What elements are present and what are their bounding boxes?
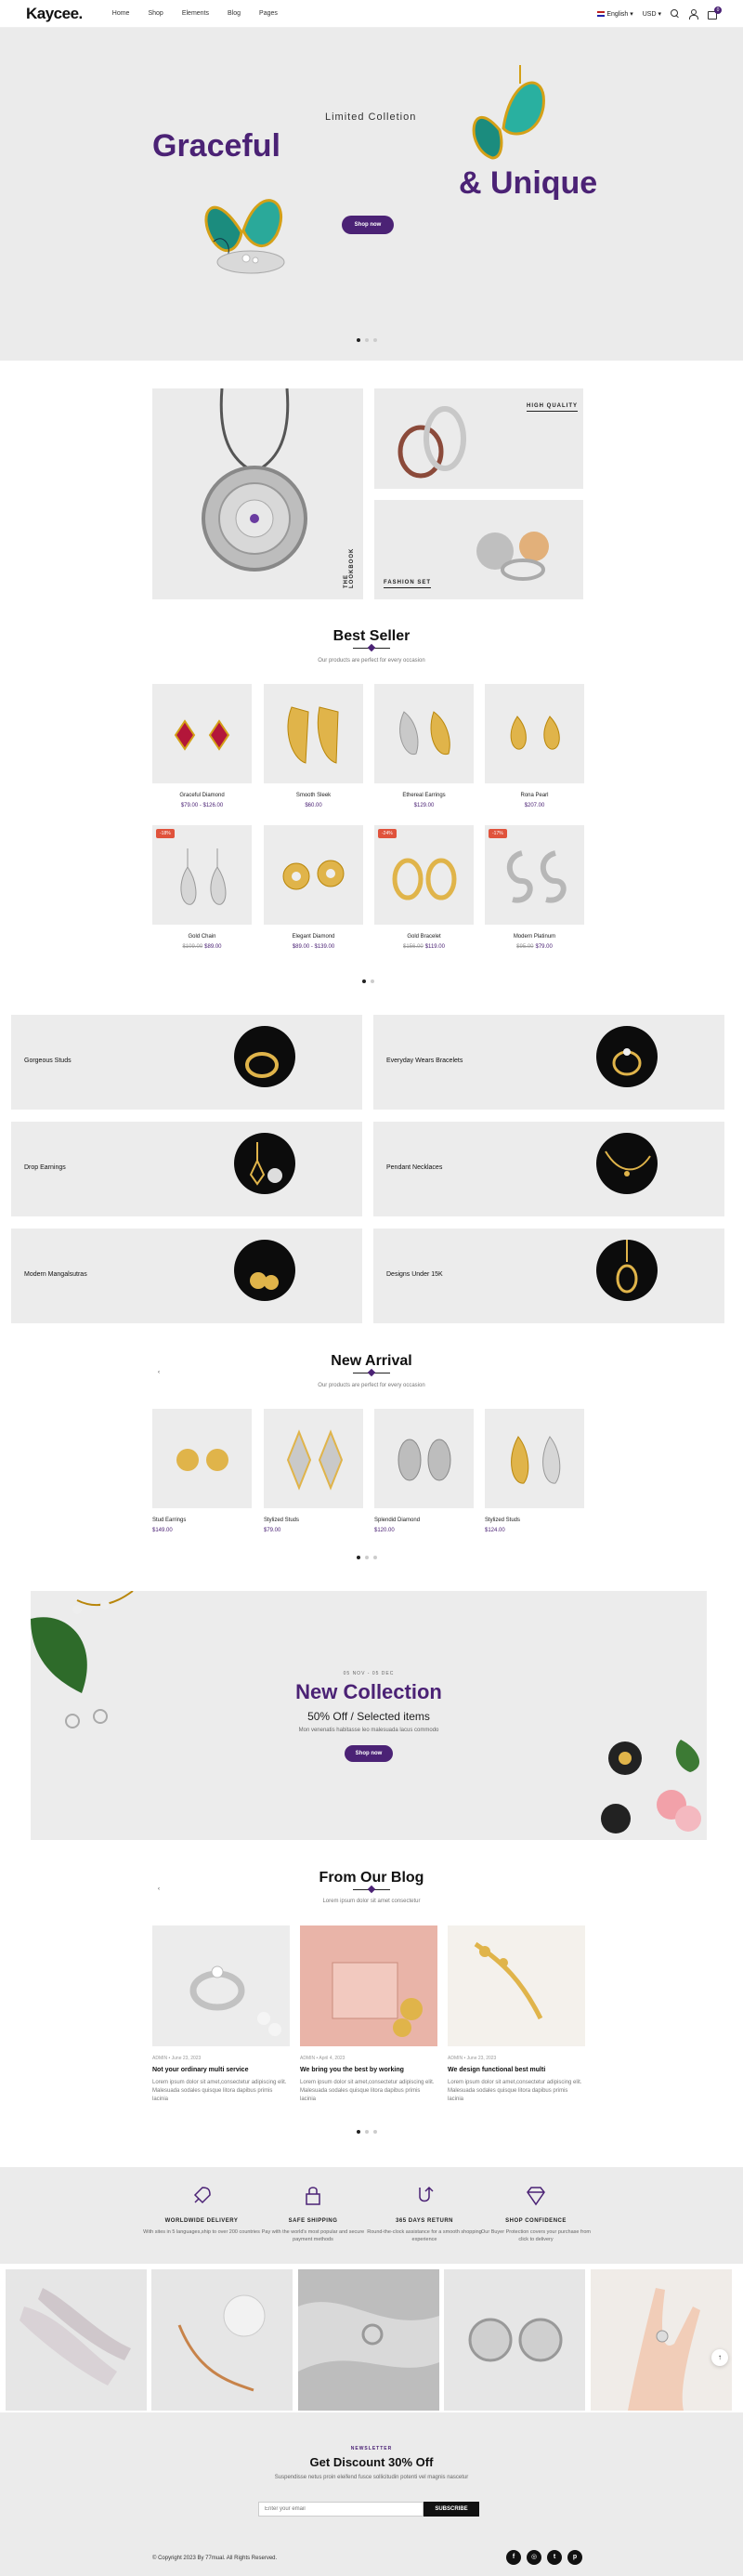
- product-image[interactable]: [152, 825, 252, 925]
- feature-desc: Our Buyer Protection covers your purchase from click to delivery: [481, 2229, 591, 2242]
- product-card[interactable]: [152, 1409, 252, 1533]
- sale-badge: -18%: [156, 829, 175, 838]
- instagram-icon[interactable]: ◎: [527, 2550, 541, 2565]
- blog-post-image[interactable]: [300, 1925, 437, 2046]
- main-nav: [112, 10, 278, 17]
- ruby-earrings-image: [152, 684, 252, 783]
- diamond-studs-image: [444, 2269, 585, 2411]
- splendid-diamond-image: [374, 1409, 474, 1508]
- title-diamond-icon: [368, 1369, 375, 1376]
- search-icon[interactable]: [671, 9, 680, 19]
- cart-icon[interactable]: [708, 7, 720, 19]
- product-name[interactable]: Gold Bracelet: [407, 934, 441, 940]
- newsletter-email-input[interactable]: [258, 2502, 424, 2517]
- product-price: $79.00: [264, 1528, 281, 1533]
- site-footer: [0, 2543, 743, 2576]
- blog-subtitle: Lorem ipsum dolor sit amet consectetur: [322, 1899, 421, 1904]
- blog-post-card[interactable]: [448, 1925, 585, 2104]
- pearl-earrings-image: [485, 684, 584, 783]
- stud-earrings-image: [152, 1409, 252, 1508]
- price-value: $60.00: [305, 803, 322, 808]
- category-label[interactable]: Designs Under 15K: [386, 1271, 443, 1278]
- feature-title: 365 DAYS RETURN: [396, 2218, 453, 2224]
- product-image[interactable]: [264, 825, 363, 925]
- feature-worldwide-delivery: [141, 2184, 262, 2236]
- feature-desc: With sites in 5 languages,ship to over 200 countries: [143, 2229, 260, 2235]
- lock-icon: [301, 2184, 325, 2208]
- product-card[interactable]: [264, 684, 363, 808]
- hero-dot-1[interactable]: [357, 338, 360, 342]
- language-label: English: [606, 10, 629, 18]
- product-card[interactable]: [485, 825, 584, 950]
- blog-post-title[interactable]: Not your ordinary multi service: [152, 2067, 249, 2073]
- cart-count: 0: [714, 7, 722, 14]
- newsletter-title: Get Discount 30% Off: [309, 2455, 434, 2469]
- category-card[interactable]: [373, 1122, 724, 1216]
- necklace-icon: [596, 1133, 658, 1194]
- new-collection-banner: [31, 1591, 707, 1840]
- product-price: [485, 944, 584, 950]
- nav-shop[interactable]: Shop: [148, 10, 163, 17]
- product-card[interactable]: [485, 684, 584, 808]
- product-name[interactable]: Elegant Diamond: [292, 934, 335, 940]
- product-image[interactable]: [485, 1409, 584, 1508]
- price-value: $207.00: [524, 803, 545, 808]
- nav-home[interactable]: Home: [111, 10, 130, 17]
- category-image: [234, 1026, 295, 1087]
- product-name[interactable]: Graceful Diamond: [179, 793, 225, 798]
- newsletter-section: [0, 2412, 743, 2543]
- hero-shop-now-button[interactable]: Shop now: [342, 216, 394, 234]
- pagination-dot-2[interactable]: [365, 1556, 369, 1559]
- silk-jewelry-image: [298, 2269, 439, 2411]
- collection-date: 05 NOV - 05 DEC: [343, 1671, 395, 1676]
- title-diamond-icon: [368, 1886, 375, 1893]
- ring-set-image: [467, 519, 560, 584]
- category-image: [596, 1026, 658, 1087]
- rings-image: [384, 394, 486, 483]
- feature-shop-confidence: [476, 2184, 596, 2243]
- drop-earrings-image: [152, 825, 252, 925]
- gallery-image-2[interactable]: [151, 2269, 293, 2411]
- product-image[interactable]: [485, 825, 584, 925]
- product-card[interactable]: [264, 825, 363, 950]
- prev-arrow-button[interactable]: ‹: [152, 1366, 165, 1379]
- feature-desc: Pay with the world's most popular and secure payment methods: [261, 2229, 365, 2242]
- category-card[interactable]: [11, 1122, 362, 1216]
- necklace-flatlay-image: [151, 2269, 293, 2411]
- blog-post-meta: ADMIN • June 23, 2023: [152, 2056, 202, 2061]
- feature-365-days-return: [364, 2184, 485, 2243]
- category-image: [596, 1133, 658, 1194]
- product-card[interactable]: [264, 1409, 363, 1533]
- price-value: $119.00: [424, 944, 445, 950]
- twitter-icon[interactable]: t: [547, 2550, 562, 2565]
- old-price: $109.00: [182, 944, 203, 950]
- flowers-decoration-image: [588, 1730, 707, 1840]
- copyright-text: © Copyright 2023 By 77mual. All Rights Reserved.: [152, 2556, 278, 2561]
- gallery-image-5[interactable]: [591, 2269, 732, 2411]
- category-label[interactable]: Drop Earnings: [24, 1164, 66, 1171]
- scroll-to-top-button[interactable]: ↑: [711, 2349, 728, 2366]
- new-arrival-pagination: [357, 1556, 377, 1559]
- best-seller-title: Best Seller: [332, 628, 411, 644]
- facebook-icon[interactable]: f: [506, 2550, 521, 2565]
- nav-elements[interactable]: Elements: [181, 10, 210, 17]
- product-card[interactable]: [374, 684, 474, 808]
- pagination-dot-2[interactable]: [365, 2130, 369, 2134]
- product-image[interactable]: [374, 1409, 474, 1508]
- diamond-icon: [524, 2184, 548, 2208]
- product-image[interactable]: [264, 684, 363, 783]
- new-arrival-subtitle: Our products are perfect for every occasion: [318, 1383, 425, 1388]
- header-actions: [597, 7, 720, 19]
- features-strip: [0, 2167, 743, 2264]
- pinterest-icon[interactable]: p: [567, 2550, 582, 2565]
- currency-selector[interactable]: USD ▾: [642, 10, 661, 18]
- nav-blog[interactable]: Blog: [228, 10, 241, 17]
- blog-post-card[interactable]: [152, 1925, 290, 2104]
- price-value: $79.00 - $126.00: [180, 803, 224, 808]
- pagination-dot-1[interactable]: [357, 2130, 360, 2134]
- product-price: $149.00: [152, 1528, 173, 1533]
- return-arrow-icon: [412, 2184, 437, 2208]
- gallery-image-3[interactable]: [298, 2269, 439, 2411]
- butterfly-pendant-image: [455, 65, 557, 177]
- hero-pagination: [357, 338, 377, 342]
- feature-safe-shipping: [253, 2184, 373, 2243]
- category-label[interactable]: Pendant Necklaces: [386, 1164, 443, 1171]
- product-price: [152, 944, 252, 950]
- bracelet-icon: [596, 1026, 658, 1087]
- prev-arrow-button[interactable]: ‹: [152, 1883, 165, 1896]
- product-price: [374, 944, 474, 950]
- sale-badge: -24%: [378, 829, 397, 838]
- new-arrival-title: New Arrival: [331, 1353, 412, 1369]
- blog-post-card[interactable]: [300, 1925, 437, 2104]
- product-image[interactable]: [374, 825, 474, 925]
- flag-icon: [597, 11, 605, 17]
- category-label[interactable]: Gorgeous Studs: [24, 1058, 72, 1064]
- sale-badge: -17%: [489, 829, 507, 838]
- product-card[interactable]: [374, 1409, 474, 1533]
- logo[interactable]: Kaycee.: [26, 4, 83, 22]
- blog-post-meta: ADMIN • April 4, 2023: [300, 2056, 345, 2061]
- product-image[interactable]: [485, 684, 584, 783]
- rocket-icon: [189, 2184, 214, 2208]
- site-header: [0, 0, 743, 28]
- gallery-image-4[interactable]: [444, 2269, 585, 2411]
- pagination-dot-2[interactable]: [371, 979, 374, 983]
- pagination-dot-3[interactable]: [373, 2130, 377, 2134]
- product-price: [152, 803, 252, 808]
- best-seller-pagination: [362, 979, 374, 983]
- collection-title: New Collection: [295, 1680, 442, 1703]
- language-selector[interactable]: English ▾: [597, 10, 632, 18]
- banner-label-fashion-set: FASHION SET: [384, 580, 431, 588]
- product-price: $120.00: [374, 1528, 395, 1533]
- product-card[interactable]: [152, 825, 252, 950]
- product-image[interactable]: [374, 684, 474, 783]
- ring-pearls-image: [152, 1925, 290, 2046]
- category-image: [234, 1240, 295, 1301]
- banner-label-high-quality: HIGH QUALITY: [527, 403, 578, 412]
- gallery-image-1[interactable]: [6, 2269, 147, 2411]
- drop-earring-icon: [234, 1133, 295, 1194]
- blog-post-image[interactable]: [448, 1925, 585, 2046]
- currency-label: USD: [642, 10, 657, 18]
- subscribe-button[interactable]: SUBSCRIBE: [424, 2502, 479, 2517]
- product-name[interactable]: Stylized Studs: [485, 1518, 521, 1523]
- price-value: $129.00: [413, 803, 435, 808]
- hero-subtitle: Limited Colletion: [325, 112, 417, 123]
- hero-dot-2[interactable]: [365, 338, 369, 342]
- newsletter-description: Suspendisse netus proin eleifend fusce sollicitudin potenti vel magnis nascetur: [274, 2475, 469, 2480]
- category-card[interactable]: [373, 1229, 724, 1323]
- product-card[interactable]: [152, 684, 252, 808]
- product-price: [374, 803, 474, 808]
- mangalsutra-icon: [234, 1240, 295, 1301]
- blog-post-image[interactable]: [152, 1925, 290, 2046]
- hero-dot-3[interactable]: [373, 338, 377, 342]
- pagination-dot-1[interactable]: [357, 1556, 360, 1559]
- ring-icon: [234, 1026, 295, 1087]
- blog-post-title[interactable]: We bring you the best by working: [300, 2067, 404, 2073]
- stylized-studs-image: [485, 1409, 584, 1508]
- pagination-dot-3[interactable]: [373, 1556, 377, 1559]
- gift-box-image: [300, 1925, 437, 2046]
- gold-earring-image: [448, 1925, 585, 2046]
- product-name[interactable]: Splendid Diamond: [374, 1518, 421, 1523]
- banner-fashion-set[interactable]: [374, 500, 583, 599]
- social-links: [506, 2550, 582, 2565]
- best-seller-subtitle: Our products are perfect for every occasion: [318, 658, 425, 664]
- blog-post-title[interactable]: We design functional best multi: [448, 2067, 546, 2073]
- hero-title-left: Graceful: [152, 128, 280, 164]
- blog-post-excerpt: Lorem ipsum dolor sit amet,consectetur adipiscing elit. Malesuada sodales quisque litora dapibus primis lacinia: [448, 2080, 582, 2102]
- product-name[interactable]: Modern Platinum: [513, 934, 556, 940]
- pendant-image: [180, 388, 329, 584]
- blog-pagination: [357, 2130, 377, 2134]
- stylized-studs-image: [264, 1409, 363, 1508]
- product-card[interactable]: [374, 825, 474, 950]
- category-image: [234, 1133, 295, 1194]
- hero-slider: [0, 28, 743, 361]
- feature-title: SAFE SHIPPING: [288, 2218, 338, 2224]
- banner-label-lookbook: THE LOOKBOOK: [344, 547, 355, 588]
- nav-pages[interactable]: Pages: [259, 10, 278, 17]
- product-name[interactable]: Smooth Sleek: [295, 793, 332, 798]
- old-price: $95.00: [516, 944, 534, 950]
- feature-desc: Round-the-clock assistance for a smooth shopping experience: [367, 2229, 482, 2242]
- gold-bracelet-image: [374, 825, 474, 925]
- product-card[interactable]: [485, 1409, 584, 1533]
- platinum-swirl-image: [485, 825, 584, 925]
- title-diamond-icon: [368, 644, 375, 651]
- blog-post-excerpt: Lorem ipsum dolor sit amet,consectetur adipiscing elit. Malesuada sodales quisque litora dapibus primis lacinia: [152, 2080, 287, 2102]
- product-price: [264, 944, 363, 950]
- product-price: $124.00: [485, 1528, 505, 1533]
- blog-post-excerpt: Lorem ipsum dolor sit amet,consectetur adipiscing elit. Malesuada sodales quisque litora dapibus primis lacinia: [300, 2080, 435, 2102]
- hero-title-right: & Unique: [459, 165, 598, 201]
- product-name[interactable]: Rona Pearl: [520, 793, 549, 798]
- gold-hoops-image: [264, 684, 363, 783]
- ethereal-earrings-image: [374, 684, 474, 783]
- banner-lookbook[interactable]: [152, 388, 363, 599]
- banner-high-quality[interactable]: [374, 388, 583, 489]
- price-value: $89.00: [204, 944, 222, 950]
- price-value: $89.00 - $139.00: [292, 944, 335, 950]
- product-name[interactable]: Stud Earrings: [152, 1518, 187, 1523]
- user-icon[interactable]: [689, 9, 698, 19]
- hand-ring-image: [591, 2269, 732, 2411]
- product-image[interactable]: [152, 1409, 252, 1508]
- product-price: [485, 803, 584, 808]
- category-card[interactable]: [11, 1015, 362, 1110]
- newsletter-label: NEWSLETTER: [350, 2446, 393, 2451]
- old-price: $156.00: [403, 944, 424, 950]
- feature-title: WORLDWIDE DELIVERY: [164, 2218, 239, 2224]
- collection-shop-now-button[interactable]: Shop now: [345, 1745, 393, 1762]
- blog-title: From Our Blog: [319, 1870, 424, 1886]
- category-label[interactable]: Modern Mangalsutras: [24, 1271, 87, 1278]
- category-card[interactable]: [11, 1229, 362, 1323]
- blog-post-meta: ADMIN • June 23, 2023: [448, 2056, 497, 2061]
- product-name[interactable]: Gold Chain: [188, 934, 216, 940]
- category-image: [596, 1240, 658, 1301]
- pendant-icon: [596, 1240, 658, 1301]
- category-label[interactable]: Everyday Wears Bracelets: [386, 1058, 463, 1064]
- shoes-image: [6, 2269, 147, 2411]
- collection-description: Mon venenatis habitasse leo malesuada lacus commodo: [298, 1728, 439, 1733]
- category-card[interactable]: [373, 1015, 724, 1110]
- product-name[interactable]: Stylized Studs: [264, 1518, 300, 1523]
- product-image[interactable]: [264, 1409, 363, 1508]
- collection-offer: 50% Off / Selected items: [307, 1710, 430, 1723]
- feature-title: SHOP CONFIDENCE: [505, 2218, 567, 2224]
- butterfly-ring-image: [195, 177, 297, 288]
- flower-studs-image: [264, 825, 363, 925]
- product-image[interactable]: [152, 684, 252, 783]
- pagination-dot-1[interactable]: [362, 979, 366, 983]
- product-name[interactable]: Ethereal Earrings: [402, 793, 446, 798]
- price-value: $79.00: [535, 944, 553, 950]
- product-price: [264, 803, 363, 808]
